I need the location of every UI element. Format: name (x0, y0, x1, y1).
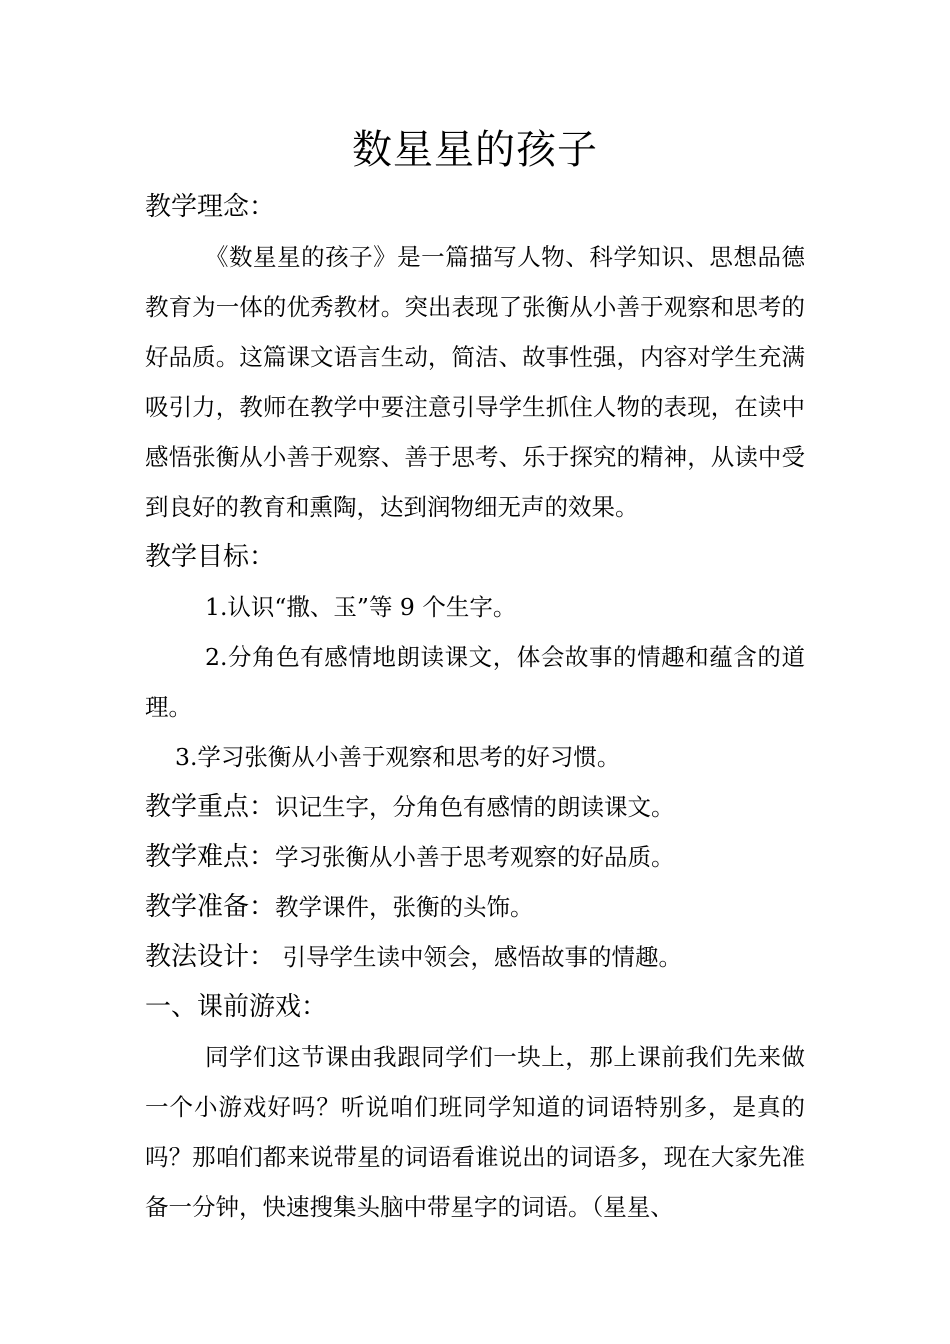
part1-paragraph: 同学们这节课由我跟同学们一块上，那上课前我们先来做一个小游戏好吗？听说咱们班同学知道的词语特别多，是真的吗？那咱们都来说带星的词语看谁说出的词语多，现在大家先准备一分钟，快速搜集头脑中带星字的词语。（星星、 (145, 1043, 805, 1221)
document-title: 数星星的孩子 (352, 127, 598, 173)
goals-heading: 教学目标： (145, 542, 276, 572)
philosophy-paragraph: 《数星星的孩子》是一篇描写人物、科学知识、思想品德教育为一体的优秀教材。突出表现了张衡从小善于观察和思考的好品质。这篇课文语言生动，简洁、故事性强，内容对学生充满吸引力，教师在教学中要注意引导学生抓住人物的表现，在读中感悟张衡从小善于观察、善于思考、乐于探究的精神，从读中受到良好的教育和熏陶，达到润物细无声的效果。 (145, 243, 805, 521)
difficulty-line (145, 832, 805, 882)
part1-heading: 一、课前游戏： (145, 992, 328, 1022)
difficulty-text: 学习张衡从小善于思考观察的好品质。 (275, 843, 675, 871)
key-point-label: 教学重点： (145, 792, 276, 822)
method-line (145, 932, 805, 982)
preparation-label: 教学准备： (145, 892, 276, 922)
document-page (145, 118, 805, 1232)
goal-item-2: 2.分角色有感情地朗读课文，体会故事的情趣和蕴含的道理。 (145, 643, 805, 721)
philosophy-heading: 教学理念： (145, 192, 276, 222)
key-point-line (145, 782, 805, 832)
preparation-line (145, 882, 805, 932)
goal-item-3: 3.学习张衡从小善于观察和思考的好习惯。 (175, 743, 621, 771)
key-point-text: 识记生字，分角色有感情的朗读课文。 (275, 793, 675, 821)
method-text: 引导学生读中领会，感悟故事的情趣。 (275, 943, 682, 971)
preparation-text: 教学课件，张衡的头饰。 (275, 893, 534, 921)
method-label: 教法设计： (145, 942, 276, 972)
difficulty-label: 教学难点： (145, 842, 276, 872)
goal-item-1: 1.认识“撒、玉”等 9 个生字。 (205, 593, 517, 621)
